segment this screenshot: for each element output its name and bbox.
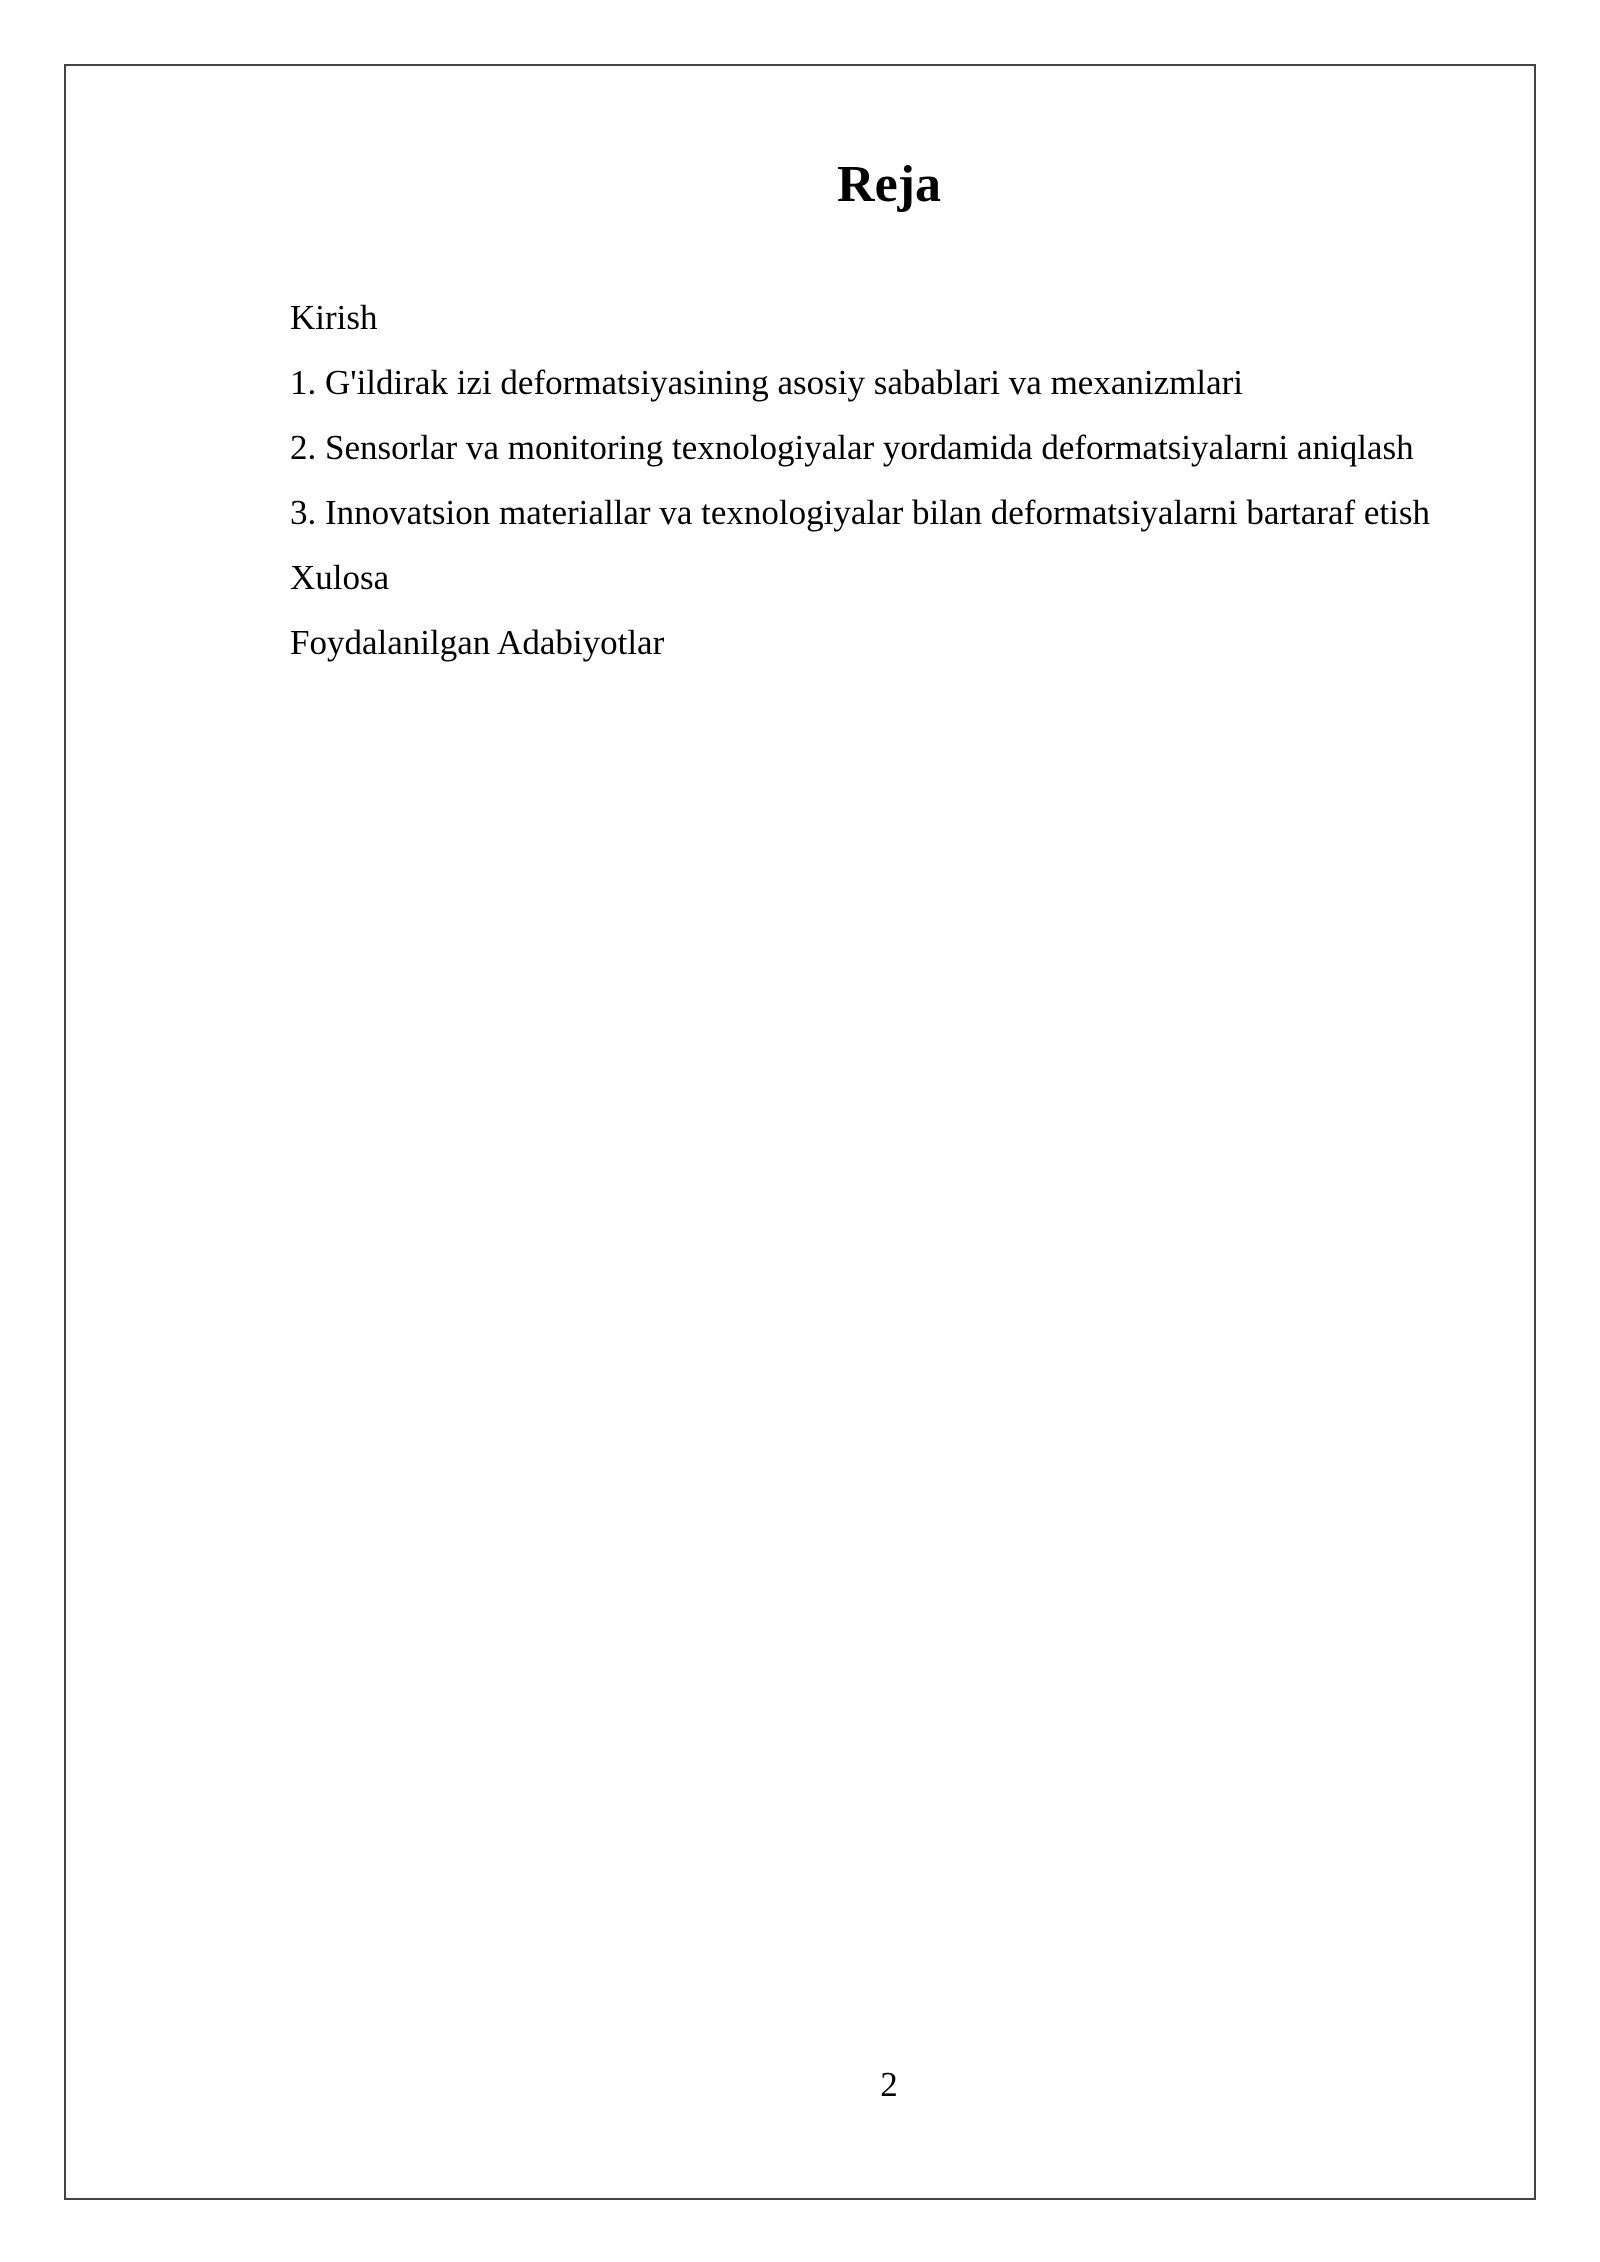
toc-item-conclusion: Xulosa <box>290 558 390 597</box>
page-title: Reja <box>837 156 941 213</box>
toc-item-section-3: 3. Innovatsion materiallar va texnologiyalar bilan deformatsiyalarni bartaraf etish <box>290 493 1430 532</box>
table-of-contents <box>228 285 1488 675</box>
toc-item-section-2: 2. Sensorlar va monitoring texnologiyalar yordamida deformatsiyalarni aniqlash <box>290 428 1414 467</box>
toc-item-references: Foydalanilgan Adabiyotlar <box>290 623 665 662</box>
page-number: 2 <box>880 2065 898 2104</box>
toc-item-introduction: Kirish <box>290 298 378 337</box>
toc-item-section-1: 1. G'ildirak izi deformatsiyasining asosiy sabablari va mexanizmlari <box>290 363 1243 402</box>
